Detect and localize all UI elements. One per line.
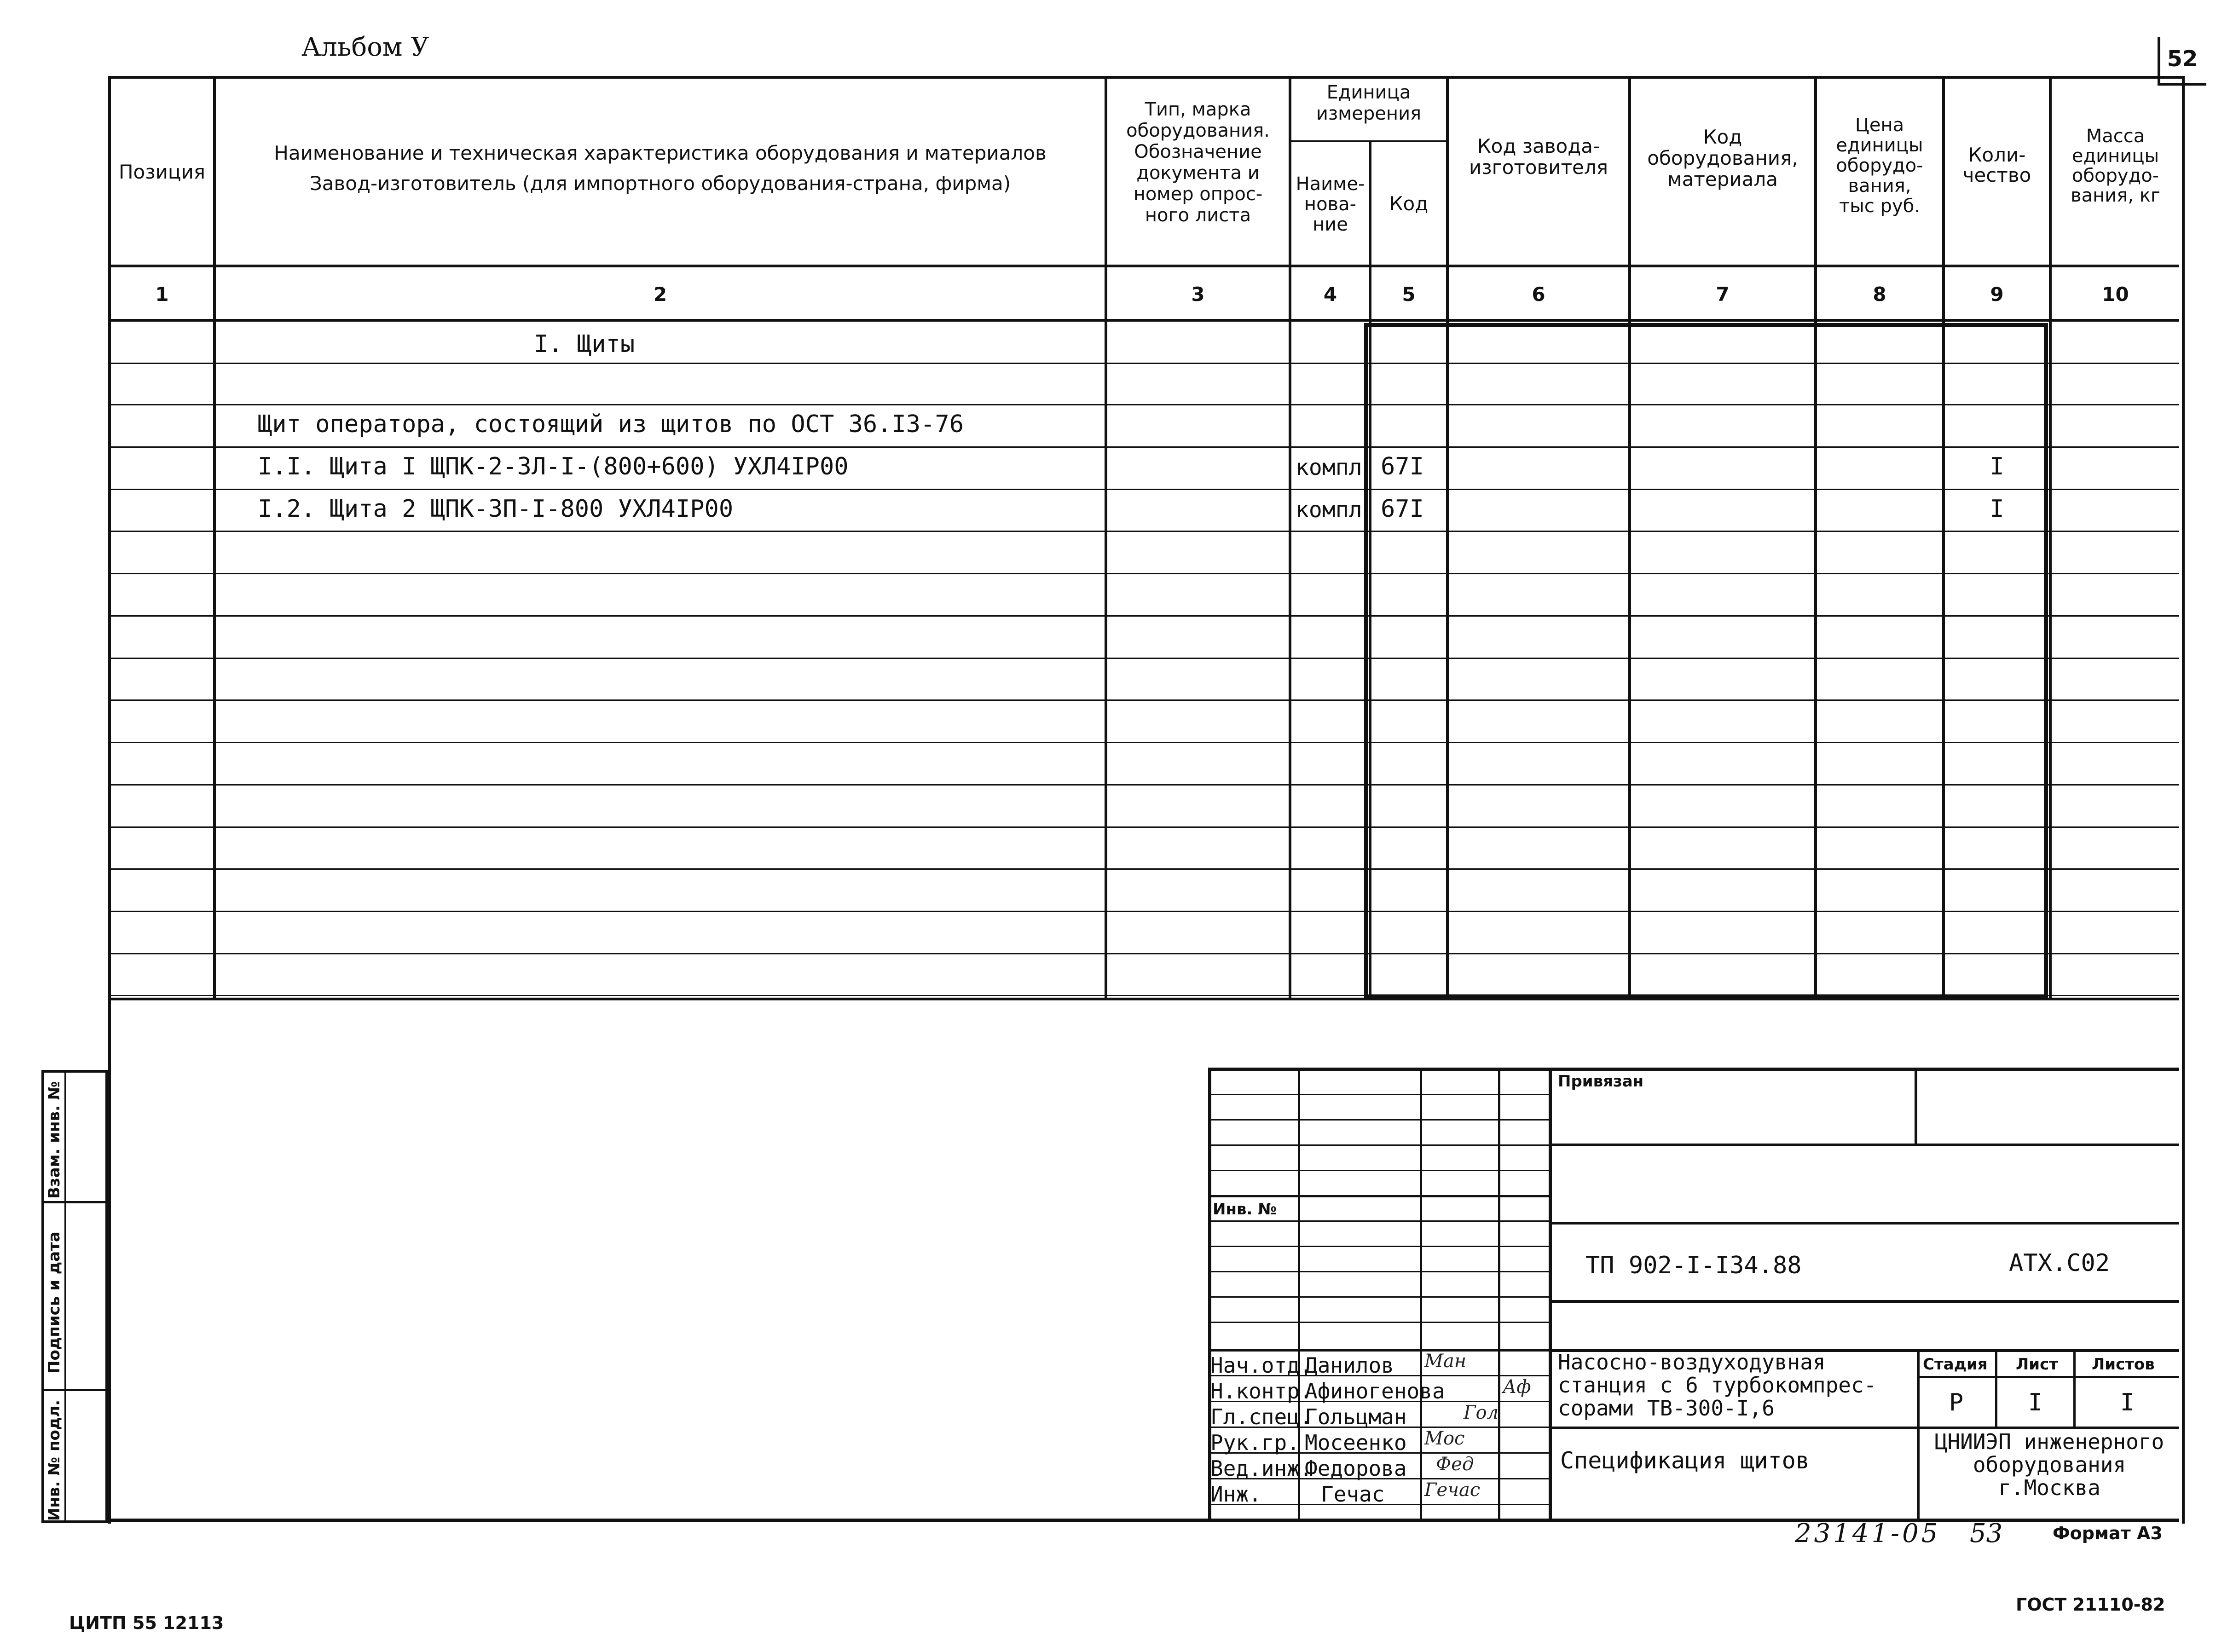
signer-1-role: Нач.отд. [1210, 1353, 1313, 1378]
header-unit-group: Единица измерения [1316, 82, 1422, 124]
page-number: 52 [2167, 46, 2198, 72]
header-name-line2: Завод-изготовитель (для импортного оборудования-страна, фирма) [309, 172, 1011, 195]
doc-mark: АТХ.С02 [2009, 1249, 2110, 1277]
sheets-value: I [2120, 1389, 2135, 1416]
signer-6-role: Инж. [1210, 1482, 1261, 1507]
signer-5-role: Вед.инж. [1210, 1456, 1313, 1481]
signer-1-signature: Ман [1424, 1351, 1467, 1372]
highlight-block [1364, 323, 2048, 999]
row-2-name: I.I. Щита I ЩПК-2-ЗЛ-I-(800+600) УХЛ4IР00 [258, 453, 849, 480]
signer-4-name: Мосеенко [1305, 1430, 1407, 1455]
doc-code: ТП 902-I-I34.88 [1585, 1252, 1802, 1279]
row-3-qty: I [1990, 495, 2004, 523]
object-name: Насосно-воздуходувная станция с 6 турбокомпрес- сорами ТВ-300-I,6 [1558, 1350, 1877, 1421]
signer-2-role: Н.контр. [1210, 1379, 1313, 1404]
privyazan-label: Привязан [1558, 1072, 1644, 1091]
signer-4-signature: Мос [1424, 1428, 1465, 1449]
col-num-3: 3 [1191, 283, 1205, 306]
side-label-podpis: Подпись и дата [45, 1231, 64, 1374]
col-num-4: 4 [1323, 283, 1337, 306]
header-type: Тип, марка оборудования. Обозначение документа и номер опрос- ного листа [1126, 99, 1270, 226]
header-name [216, 138, 1105, 199]
signer-4-role: Рук.гр. [1210, 1430, 1300, 1455]
signer-6-name: Гечас [1321, 1482, 1385, 1507]
header-mass: Масса единицы оборудо- вания, кг [2071, 126, 2160, 206]
signer-1-name: Данилов [1305, 1353, 1394, 1378]
footer-left-code: ЦИТП 55 12113 [69, 1613, 224, 1633]
signer-3-role: Гл.спец. [1210, 1404, 1313, 1429]
side-label-inv: Инв. № подл. [45, 1399, 64, 1521]
header-unit-code: Код [1389, 192, 1429, 215]
handwritten-number: 23141-05 [1795, 1519, 1941, 1548]
header-position: Позиция [118, 160, 206, 183]
row-2-code: 67I [1381, 453, 1424, 480]
header-equipment-code: Код оборудования, материала [1647, 126, 1798, 191]
row-1-name: Щит оператора, состоящий из щитов по ОСТ 36.I3-76 [258, 410, 964, 438]
row-3-unit: компл [1296, 497, 1362, 523]
footer-gost: ГОСТ 21110-82 [2016, 1594, 2165, 1615]
signer-2-signature: Аф [1503, 1376, 1531, 1398]
header-name-line1: Наименование и техническая характеристика оборудования и материалов [274, 142, 1047, 164]
col-num-8: 8 [1873, 283, 1886, 306]
col-num-1: 1 [155, 283, 169, 306]
col-num-2: 2 [653, 283, 667, 306]
header-price: Цена единицы оборудо- вания, тыс руб. [1836, 115, 1923, 217]
col-num-10: 10 [2102, 283, 2129, 306]
row-2-unit: компл [1296, 455, 1362, 480]
album-label: Альбом У [301, 32, 429, 62]
organization: ЦНИИЭП инженерного оборудования г.Москва [1934, 1429, 2164, 1500]
signer-5-name: Федорова [1305, 1456, 1407, 1481]
format-label: Формат А3 [2053, 1523, 2163, 1543]
row-3-code: 67I [1381, 495, 1424, 523]
col-num-9: 9 [1990, 283, 2004, 306]
header-unit-name: Наиме- нова- ние [1296, 173, 1365, 235]
row-3-name: I.2. Щита 2 ЩПК-ЗП-I-800 УХЛ4IР00 [258, 495, 734, 523]
col-num-5: 5 [1402, 283, 1416, 306]
signer-5-signature: Фед [1436, 1454, 1474, 1475]
sheet-label: Лист [2016, 1355, 2058, 1374]
sheets-label: Листов [2092, 1355, 2155, 1374]
stage-label: Стадия [1923, 1355, 1988, 1374]
side-label-vzam: Взам. инв. № [45, 1081, 64, 1199]
handwritten-page: 53 [1970, 1519, 2003, 1548]
header-factory-code: Код завода- изготовителя [1469, 135, 1608, 179]
signer-2-name: Афиногенова [1305, 1379, 1445, 1404]
signer-6-signature: Гечас [1424, 1479, 1481, 1501]
stage-value: Р [1949, 1389, 1964, 1416]
col-num-6: 6 [1532, 283, 1545, 306]
sheet-value: I [2028, 1389, 2043, 1416]
signer-3-name: Гольцман [1305, 1404, 1407, 1429]
col-num-7: 7 [1716, 283, 1730, 306]
header-quantity: Коли- чество [1962, 144, 2031, 186]
signer-3-signature: Гол [1464, 1402, 1499, 1423]
inv-no-label: Инв. № [1213, 1200, 1277, 1219]
doc-title: Спецификация щитов [1560, 1447, 1810, 1474]
row-2-qty: I [1990, 453, 2004, 480]
section-title: I. Щиты [534, 330, 635, 358]
